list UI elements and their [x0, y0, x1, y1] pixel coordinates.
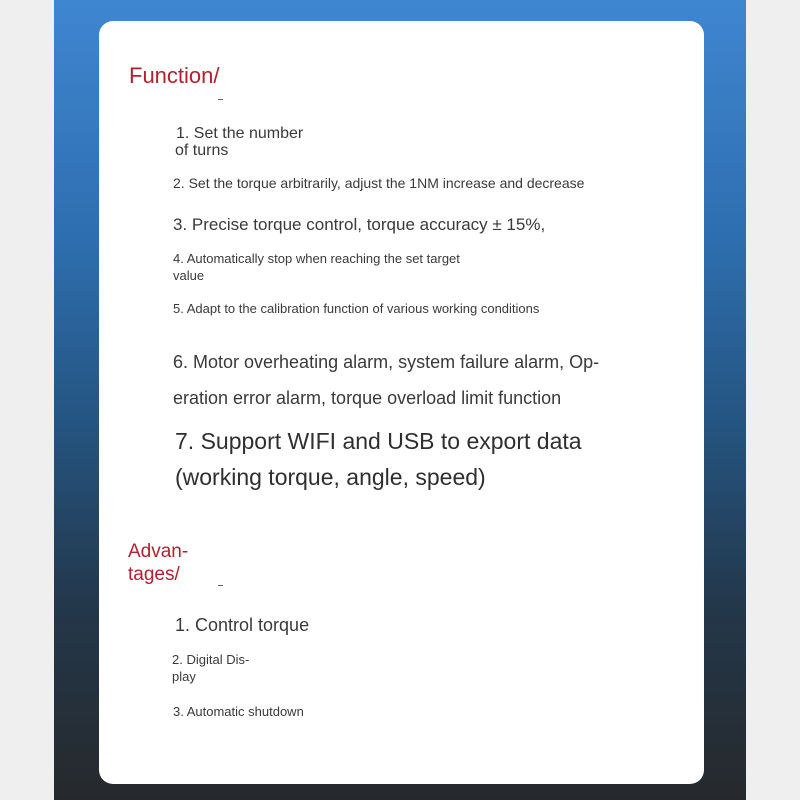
function-item-1-line2: of turns [175, 142, 229, 159]
heading-dash-mark [218, 585, 223, 586]
function-item-6-line1: 6. Motor overheating alarm, system failure alarm, Op- [173, 352, 600, 372]
function-item-6 [173, 344, 599, 416]
advantages-heading-line2: tages/ [128, 564, 180, 585]
function-item-1 [175, 125, 303, 159]
function-heading: Function/ [129, 63, 220, 88]
function-item-7 [175, 423, 582, 495]
function-item-4-line2: value [173, 268, 205, 283]
function-item-2: 2. Set the torque arbitrarily, adjust the 1NM increase and decrease [173, 175, 585, 191]
function-item-3: 3. Precise torque control, torque accuracy ± 15%, [173, 215, 546, 234]
function-item-7-line1: 7. Support WIFI and USB to export data [175, 428, 582, 454]
advantages-heading-line1: Advan- [128, 541, 189, 562]
advantages-item-3: 3. Automatic shutdown [173, 704, 304, 719]
function-item-1-line1: 1. Set the number [176, 125, 304, 142]
heading-dash-mark [218, 99, 223, 100]
function-item-6-line2: eration error alarm, torque overload limit function [173, 388, 562, 408]
function-item-5: 5. Adapt to the calibration function of various working conditions [173, 301, 540, 316]
advantages-heading [128, 540, 188, 586]
function-item-4-line1: 4. Automatically stop when reaching the set target [173, 251, 460, 266]
advantages-item-2-line1: 2. Digital Dis- [172, 652, 250, 667]
function-item-4 [173, 250, 460, 284]
advantages-item-2 [172, 651, 249, 685]
function-item-7-line2: (working torque, angle, speed) [175, 464, 486, 490]
advantages-item-2-line2: play [172, 669, 196, 684]
advantages-item-1: 1. Control torque [175, 615, 310, 635]
